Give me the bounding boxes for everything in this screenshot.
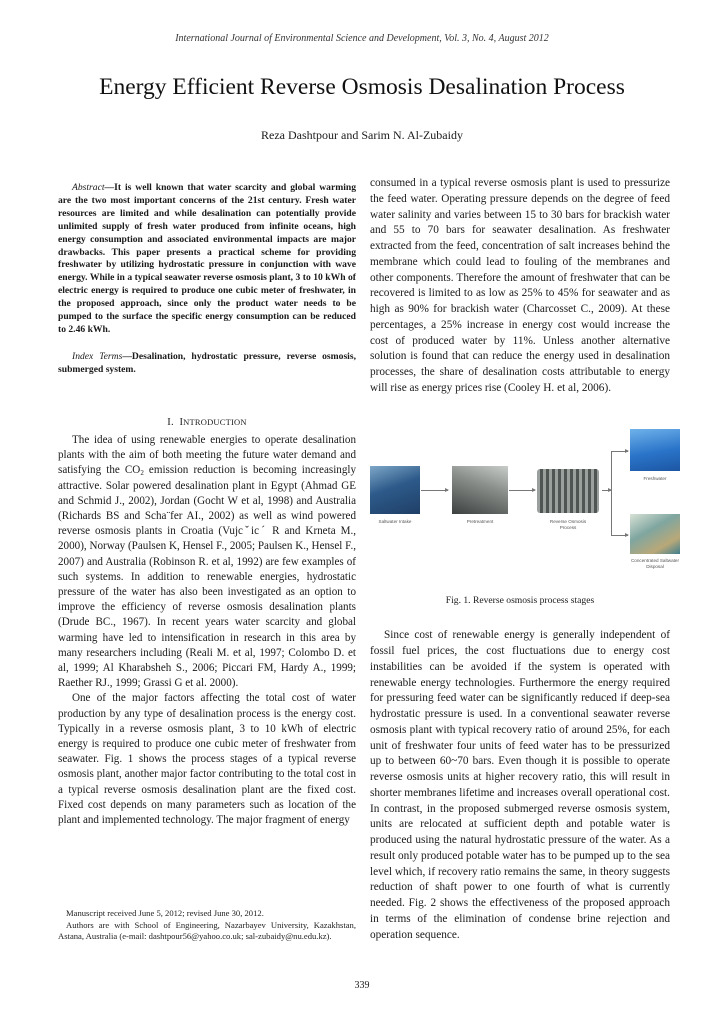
index-terms <box>58 351 356 377</box>
freshwater-image <box>630 429 680 471</box>
intro-paragraph-2: One of the major factors affecting the total cost of water production by any type of desalination process is the energy cost. Typically in a reverse osmosis plant, 3 to 10 kWh of electric energy is required to produce one cubic meter of freshwater from seawater. Fig. 1 shows the process stages of a typical reverse osmosis plant, another major factor contributing to the total cost in a typical reverse osmosis desalination plant are the fixed cost. Fixed cost depends on many parameters such as location of the plant and implemented technology. The major fragment of energy <box>58 692 356 826</box>
section-title-rest: NTRODUCTION <box>183 416 247 427</box>
arrow-icon <box>421 490 448 491</box>
index-terms-dash: — <box>122 350 132 362</box>
page-number: 339 <box>354 980 370 991</box>
footnote-affiliation: Authors are with School of Engineering, Nazarbayev University, Kazakhstan, Astana, Australia (e-mail: dashtpour56@yahoo.co.uk; sal-zubaidy@nu.edu.kz). <box>58 919 356 942</box>
left-column <box>58 182 356 828</box>
figure-1 <box>370 419 679 587</box>
p1-text-a: The idea of using renewable energies to operate desalination plants with the aim of both meeting the future water demand and satisfying the CO <box>58 433 356 477</box>
stage-label: Freshwater <box>643 475 667 481</box>
section-heading-introduction <box>58 415 356 430</box>
intro-paragraph-3: Since cost of renewable energy is generally independent of fossil fuel prices, the cost fluctuations due to energy cost instabilities can be avoided if the system is operated with renewable energy technologies. Furthermore the energy required for pressuring feed water can be significantly reduced if deep-sea hydrostatic pressure is used. In a conventional seawater reverse osmosis plant with typical recovery ratio of around 25%, for each unit of freshwater four units of feed water has to be pressurized up to between 60~70 bars. Even though it is possible to operate reverse osmosis units at higher recovery ratio, this will result in shorter membranes lifetime and increases overall operational cost. In contrast, in the proposed submerged reverse osmosis system, units are relocated at sufficient depth and potable water is produced using the natural hydrostatic pressure of the water. As a result only produced potable water has to be pumped up to the sea level which, if recovery ratio remains the same, in theory suggests reduction of shaft power to one fourth of what is currently needed. Fig. 2 shows the effectiveness of the proposed approach in terms of the elimination of condense brine rejection and operation sequence. <box>370 629 670 941</box>
figure-1-caption: Fig. 1. Reverse osmosis process stages <box>445 594 595 606</box>
section-first-letter: I <box>179 416 184 428</box>
paper-authors: Reza Dashtpour and Sarim N. Al-Zubaidy <box>261 128 463 142</box>
intro-paragraph-1 <box>58 433 356 691</box>
index-terms-label: Index Terms <box>72 350 123 362</box>
arrow-line <box>602 490 611 491</box>
saltwater-intake-image <box>370 466 420 514</box>
footnote <box>58 908 356 943</box>
co2-subscript: 2 <box>140 469 144 478</box>
intro-paragraph-2-continued: consumed in a typical reverse osmosis plant is used to pressurize the feed water. Operating pressure depends on the degree of feed water salinity and varies between 15 to 30 bars for brackish water and 55 to 70 bars for seawater desalination. As freshwater extracted from the feed, concentration of salt increases behind the membrane which could lead to fouling of the membranes and other components. Therefore the amount of freshwater that can be recovered is limited to as low as 25% to 45% for seawater and as high as 90% for brackish water (Charcosset C., 2009). At these percentages, a 25% increase in energy cost would increase the cost of produced water by 11%. Unless another alternative solution is found that can reduce the energy used in desalination processes, the share of desalination costs attributable to energy will rise as energy prices rise (Cooley H. et al, 2006). <box>370 177 670 394</box>
abstract-text: It is well known that water scarcity and global warming are the two most important concerns of the 21st century. Fresh water resources are limited and while desalination can potentially provide unlimited supply of fresh water produced from infinite oceans, high energy consumption and associated environmental impacts are major drawbacks. This paper presents a practical scheme for providing freshwater by utilizing hydrostatic pressure in conjunction with wave energy. While in a typical seawater reverse osmosis plant, 3 to 10 kWh of electric energy is required to produce one cubic meter of freshwater, in the proposed approach, since only the product water needs to be pumped to the surface the specific energy consumption can be reduced to 2.46 kWh. <box>58 182 356 335</box>
arrow-icon <box>509 490 535 491</box>
concentrate-disposal-image <box>630 514 680 554</box>
index-terms-text: Desalination, hydrostatic pressure, reverse osmosis, submerged system. <box>58 350 356 375</box>
arrow-icon <box>611 535 628 536</box>
stage-label: Saltwater Intake <box>378 518 412 524</box>
footnote-received: Manuscript received June 5, 2012; revised June 30, 2012. <box>66 908 264 918</box>
pretreatment-image <box>452 466 508 514</box>
reverse-osmosis-unit-image <box>537 469 599 513</box>
stage-label: Pretreatment <box>466 518 494 524</box>
abstract-label: Abstract <box>72 182 105 193</box>
right-column <box>370 176 679 943</box>
stage-label: Concentrated Saltwater Disposal <box>630 557 679 569</box>
branch-line <box>611 451 612 535</box>
section-numeral: I. <box>167 416 174 428</box>
stage-label: Reverse Osmosis Process <box>549 518 587 530</box>
paper-title: Energy Efficient Reverse Osmosis Desalination Process <box>99 74 625 100</box>
abstract <box>58 182 356 337</box>
p1-text-b: emission reduction is becoming increasingly attractive. Solar powered desalination plant in Egypt (Ahmad GE and Schmid J., 2002), Jordan (Gocht W et al, 1998) and Australia (Richards BS and Scha¨fer AI., 2002) as well as wind powered reverse osmosis plants in Croatia (Vujcˇicˊ R and Krneta M., 2000), Norway (Paulsen K, Hensel F., 2005; Paulsen K., Hensel F., 2007) and Australia (Robinson R. et al, 1992) are few examples of such systems. In addition to renewable energies, hydrostatic pressure of the water has also been investigated as an option to improve the efficiency of reverse osmosis desalination plants (Drude BC., 1967). In recent years water scarcity and global warming have led to intensification in research in this area by many researchers including (Reali M. et al, 1997; Colombo D. et al, 1999; Al Kharabsheh S., 2006; Piccari FM, Hardy A., 1999; Raether RJ., 1999; Grassi G et al. 2000). <box>58 464 357 690</box>
abstract-dash: — <box>104 182 115 193</box>
running-head: International Journal of Environmental Science and Development, Vol. 3, No. 4, August 2012 <box>175 33 549 44</box>
arrow-icon <box>611 451 628 452</box>
